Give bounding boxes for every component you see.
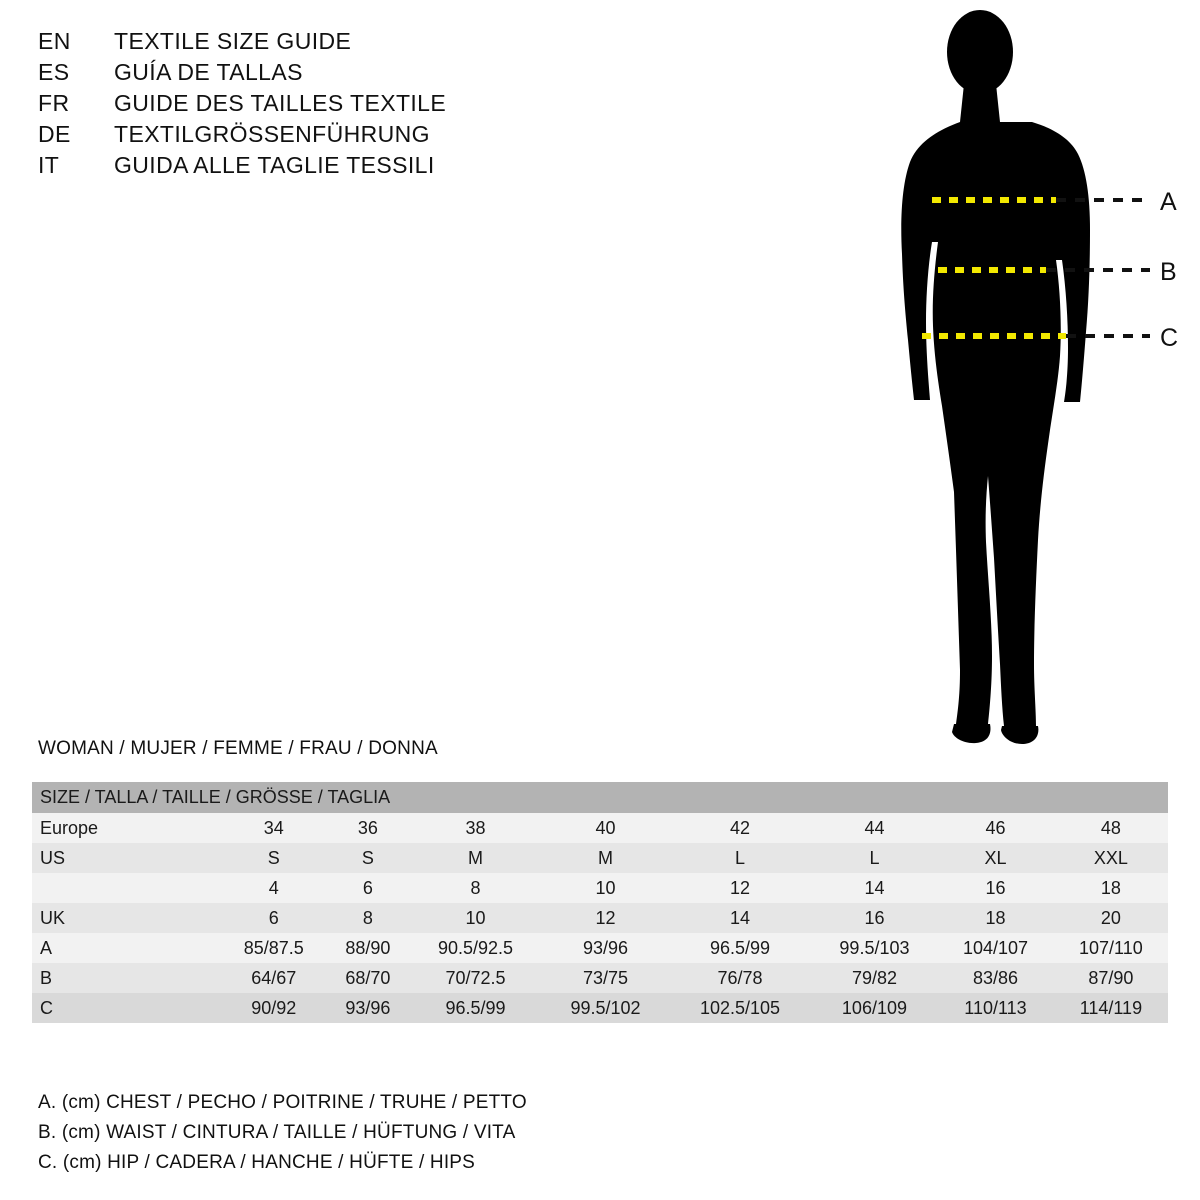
cell: 10 [543, 873, 669, 903]
table-row [32, 933, 1168, 963]
marker-label-c: C [1160, 324, 1179, 352]
row-label: B [32, 963, 220, 993]
cell: 16 [812, 903, 938, 933]
cell: 10 [408, 903, 542, 933]
legend [38, 1088, 738, 1178]
title-text: GUIDA ALLE TAGLIE TESSILI [114, 152, 435, 178]
legend-line-c: C. (cm) HIP / CADERA / HANCHE / HÜFTE / HIPS [38, 1152, 476, 1173]
cell: S [220, 843, 328, 873]
title-row [38, 152, 638, 183]
table-header-label: SIZE / TALLA / TAILLE / GRÖSSE / TAGLIA [32, 782, 1168, 813]
cell: 90/92 [220, 993, 328, 1023]
cell: 12 [668, 873, 811, 903]
title-text: TEXTILGRÖSSENFÜHRUNG [114, 121, 430, 147]
cell: 114/119 [1054, 993, 1168, 1023]
title-lang-code: FR [38, 90, 70, 116]
size-chart-table [32, 782, 1168, 1023]
cell: 93/96 [543, 933, 669, 963]
section-heading: WOMAN / MUJER / FEMME / FRAU / DONNA [38, 738, 438, 759]
title-row [38, 90, 638, 121]
cell: 87/90 [1054, 963, 1168, 993]
cell: 99.5/103 [812, 933, 938, 963]
title-text: GUIDE DES TAILLES TEXTILE [114, 90, 447, 116]
cell: 44 [812, 813, 938, 843]
row-label: C [32, 993, 220, 1023]
cell: 8 [328, 903, 409, 933]
cell: XL [937, 843, 1054, 873]
cell: 42 [668, 813, 811, 843]
cell: 38 [408, 813, 542, 843]
cell: 76/78 [668, 963, 811, 993]
cell: 16 [937, 873, 1054, 903]
legend-line-b: B. (cm) WAIST / CINTURA / TAILLE / HÜFTUNG / VITA [38, 1122, 516, 1143]
title-row [38, 28, 638, 59]
title-block [38, 28, 638, 183]
table-row [32, 993, 1168, 1023]
cell: 6 [220, 903, 328, 933]
cell: 12 [543, 903, 669, 933]
female-silhouette-icon [901, 10, 1090, 744]
cell: 73/75 [543, 963, 669, 993]
cell: 14 [812, 873, 938, 903]
cell: 8 [408, 873, 542, 903]
legend-line-a: A. (cm) CHEST / PECHO / POITRINE / TRUHE / PETTO [38, 1092, 527, 1113]
title-row [38, 59, 638, 90]
cell: 88/90 [328, 933, 409, 963]
table-header-row [32, 782, 1168, 813]
cell: 36 [328, 813, 409, 843]
table-row [32, 843, 1168, 873]
cell: 48 [1054, 813, 1168, 843]
cell: XXL [1054, 843, 1168, 873]
cell: M [408, 843, 542, 873]
title-lang-code: EN [38, 28, 71, 54]
row-label: Europe [32, 813, 220, 843]
cell: 110/113 [937, 993, 1054, 1023]
row-label: UK [32, 903, 220, 933]
cell: 46 [937, 813, 1054, 843]
body-measurement-figure [860, 10, 1190, 750]
cell: 6 [328, 873, 409, 903]
title-text: GUÍA DE TALLAS [114, 59, 303, 85]
cell: 4 [220, 873, 328, 903]
title-lang-code: ES [38, 59, 70, 85]
cell: 90.5/92.5 [408, 933, 542, 963]
cell: 107/110 [1054, 933, 1168, 963]
title-lang-code: IT [38, 152, 60, 178]
cell: 96.5/99 [668, 933, 811, 963]
cell: 18 [937, 903, 1054, 933]
cell: M [543, 843, 669, 873]
cell: L [812, 843, 938, 873]
table-row [32, 813, 1168, 843]
title-text: TEXTILE SIZE GUIDE [114, 28, 352, 54]
cell: 70/72.5 [408, 963, 542, 993]
row-label: A [32, 933, 220, 963]
cell: 34 [220, 813, 328, 843]
table-row [32, 963, 1168, 993]
marker-label-b: B [1160, 258, 1177, 286]
cell: 99.5/102 [543, 993, 669, 1023]
cell: 93/96 [328, 993, 409, 1023]
cell: 85/87.5 [220, 933, 328, 963]
cell: 96.5/99 [408, 993, 542, 1023]
cell: 40 [543, 813, 669, 843]
cell: 104/107 [937, 933, 1054, 963]
row-label [32, 873, 220, 903]
cell: 20 [1054, 903, 1168, 933]
cell: 64/67 [220, 963, 328, 993]
cell: 83/86 [937, 963, 1054, 993]
cell: 102.5/105 [668, 993, 811, 1023]
row-label: US [32, 843, 220, 873]
cell: 106/109 [812, 993, 938, 1023]
table-row [32, 903, 1168, 933]
title-row [38, 121, 638, 152]
cell: 68/70 [328, 963, 409, 993]
cell: 18 [1054, 873, 1168, 903]
cell: S [328, 843, 409, 873]
marker-label-a: A [1160, 188, 1177, 216]
cell: 79/82 [812, 963, 938, 993]
title-lang-code: DE [38, 121, 71, 147]
table-row [32, 873, 1168, 903]
cell: 14 [668, 903, 811, 933]
cell: L [668, 843, 811, 873]
